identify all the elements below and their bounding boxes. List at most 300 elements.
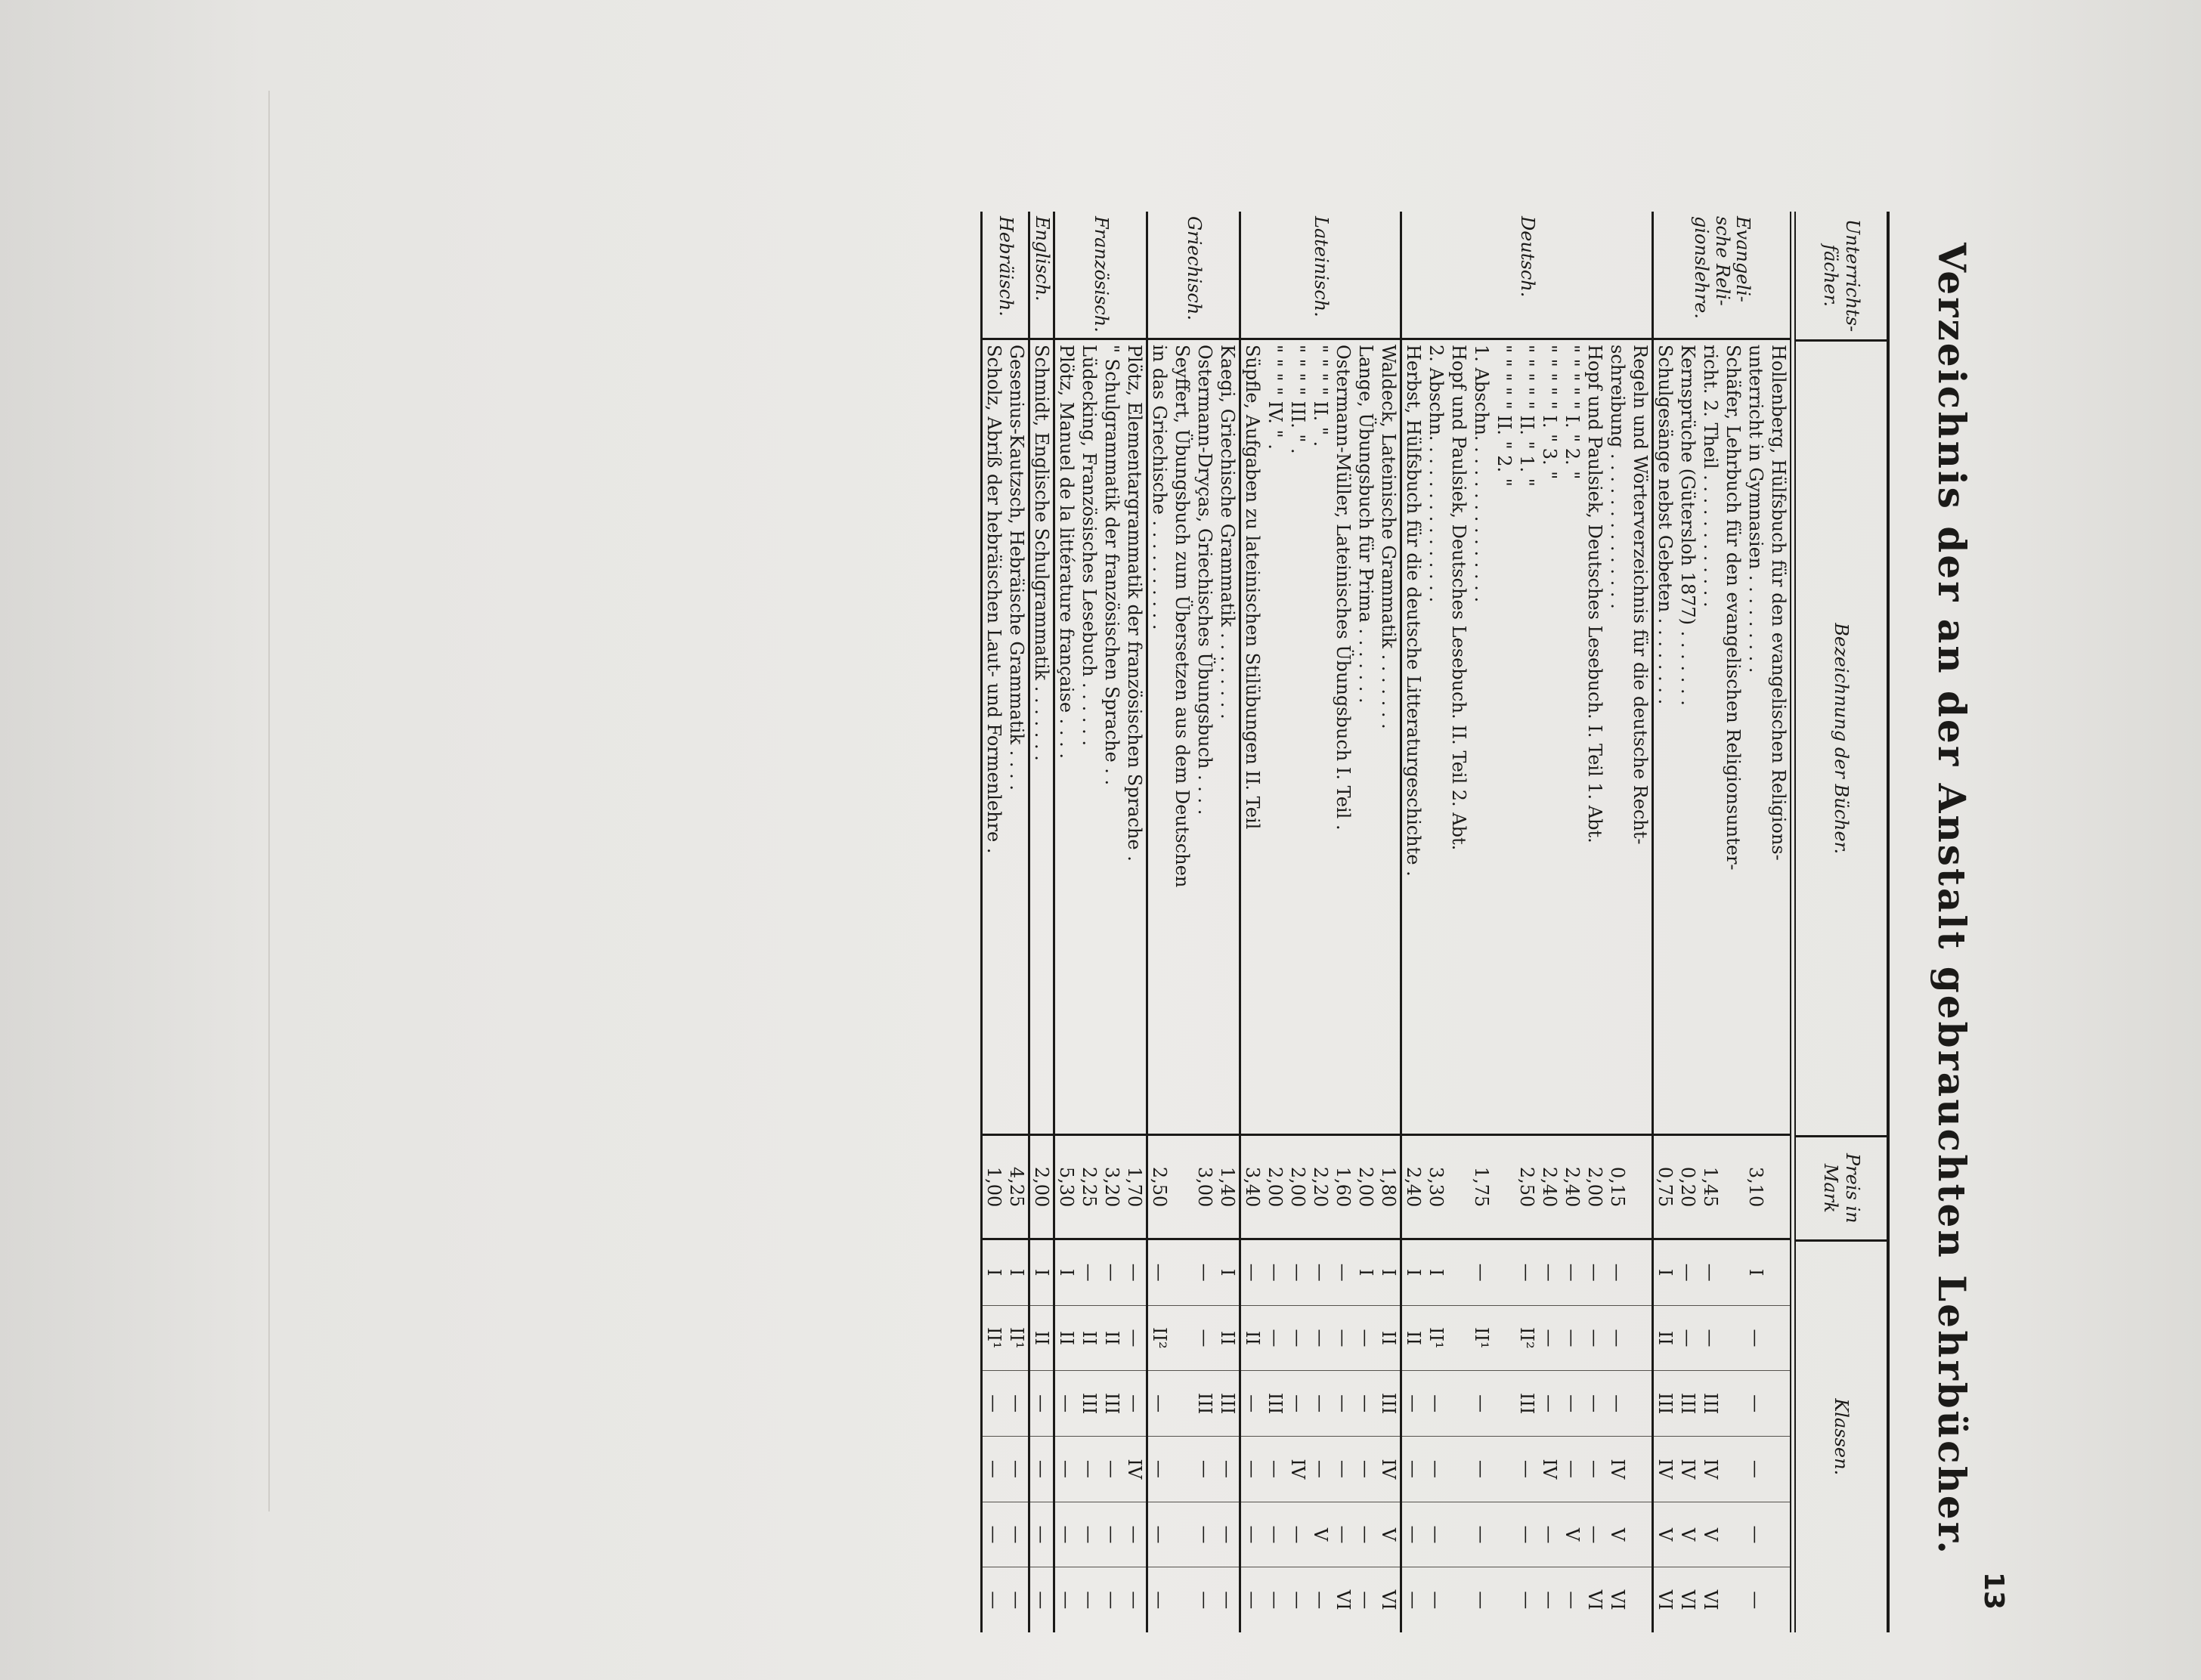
book-list [1402,340,1652,1632]
class-cell: — [1006,1591,1027,1610]
class-cell: VI [1655,1589,1676,1610]
table-row [1100,340,1123,1632]
class-cell: — [1470,1437,1493,1502]
class-cell: — [1470,1502,1493,1568]
class-cell: — [1078,1502,1100,1568]
class-cell [1767,1502,1790,1568]
class-cell: — [1309,1437,1332,1502]
class-cells [1654,1240,1676,1632]
class-cell: — [1193,1437,1216,1502]
class-cells [1193,1240,1216,1632]
book-title: " " " " " II. " 2. " [1493,340,1515,1136]
class-cell: II¹ [983,1306,1005,1372]
book-title: Schäfer, Lehrbuch für den evangelischen Religionsunter- [1722,340,1744,1136]
class-cell: — [1078,1437,1100,1502]
class-cell: — [1309,1306,1332,1372]
table-row [1193,340,1216,1632]
subject-group [1239,212,1400,1632]
class-cell: — [1241,1502,1264,1568]
table-row [1078,340,1100,1632]
book-price: 1,75 [1470,1136,1493,1240]
class-cell: — [1426,1591,1447,1610]
book-title: Ostermann-Dryças, Griechisches Übungsbuch . . . . [1193,340,1216,1136]
class-cells [1100,1240,1123,1632]
book-price: 1,70 [1123,1136,1146,1240]
class-cell: — [1470,1240,1493,1306]
header-classes: Klassen. [1831,1398,1853,1476]
class-cell: — [1606,1306,1629,1372]
subject-group [1146,212,1239,1632]
class-cell: — [1354,1306,1377,1372]
table-row [1629,340,1652,1632]
class-cells [1055,1240,1078,1632]
class-cell: — [1402,1371,1425,1437]
table-row [1699,340,1722,1632]
book-price [1493,1136,1515,1240]
class-cell: — [1309,1240,1332,1306]
book-title: Herbst, Hülfsbuch für die deutsche Litteraturgeschichte . [1402,340,1425,1136]
class-cell [1447,1240,1470,1306]
class-cell: — [1425,1437,1447,1502]
book-price [1447,1136,1470,1240]
class-cell [1171,1240,1193,1306]
table-row [1767,340,1790,1632]
class-cell: — [1583,1371,1606,1437]
book-title: 2. Abschn. . . . . . . . . . . . . . . [1425,340,1447,1136]
class-cell: IV [1654,1437,1676,1502]
book-title: Ostermann-Müller, Lateinisches Übungsbuch I. Teil . [1332,340,1354,1136]
class-cell: — [1193,1240,1216,1306]
class-cell: III [1654,1371,1676,1437]
class-cell: — [1402,1502,1425,1568]
class-cell [1767,1437,1790,1502]
page-title: Verzeichnis der an der Anstalt gebrauchten Lehrbücher. [1930,243,1974,1556]
class-cell: — [1241,1437,1264,1502]
class-cell: — [1332,1502,1354,1568]
class-cell: — [1216,1437,1239,1502]
table-row [1030,340,1053,1632]
book-price: 2,40 [1402,1136,1425,1240]
table-top-rule [1887,212,1890,1632]
class-cell: III [1078,1371,1100,1437]
class-cell: — [983,1591,1005,1610]
book-title: Süpfle, Aufgaben zu lateinischen Stilübungen II. Teil [1241,340,1264,1136]
subject-group [1028,212,1053,1632]
class-cells [1241,1240,1264,1632]
table-row [1402,340,1425,1632]
class-cell [1629,1306,1652,1372]
class-cell: — [1583,1306,1606,1372]
class-cell: I [1030,1240,1053,1306]
class-cells [1606,1240,1629,1632]
class-cell: — [1310,1591,1331,1610]
book-title: Kernsprüche (Gütersloh 1877) . . . . . . . [1676,340,1699,1136]
class-cell: I [1005,1240,1028,1306]
table-row [1171,340,1193,1632]
class-cell [1447,1567,1470,1632]
class-cell [1447,1306,1470,1372]
book-price: 3,30 [1425,1136,1447,1240]
table-row [1005,340,1028,1632]
class-cell: — [983,1437,1005,1502]
book-price: 2,20 [1309,1136,1332,1240]
class-cell: — [1286,1371,1309,1437]
table-row [1515,340,1538,1632]
class-cell: III [1676,1371,1699,1437]
class-cell: III [1216,1371,1239,1437]
book-price: 5,30 [1055,1136,1078,1240]
book-price: 2,00 [1286,1136,1309,1240]
book-title: Seyffert, Übungsbuch zum Übersetzen aus dem Deutschen [1171,340,1193,1136]
class-cell: — [1286,1306,1309,1372]
book-price: 3,10 [1744,1136,1767,1240]
book-price: 4,25 [1005,1136,1028,1240]
class-cell: — [1217,1591,1238,1610]
book-list [983,340,1028,1632]
subject-name: Deutsch. [1402,212,1652,340]
rotated-page-content [189,121,2011,1625]
table-row [1264,340,1286,1632]
class-cell: V [1309,1502,1332,1568]
class-cell: III [1699,1371,1722,1437]
class-cell: — [1561,1240,1583,1306]
table-row [1606,340,1629,1632]
class-cell: IV [1123,1437,1146,1502]
class-cell: — [983,1371,1005,1437]
class-cell [1722,1371,1744,1437]
class-cells [1583,1240,1606,1632]
class-cell: — [1403,1591,1424,1610]
class-cell: — [1193,1306,1216,1372]
class-cell: — [1124,1591,1145,1610]
book-title: Hopf und Paulsiek, Deutsches Lesebuch. II. Teil 2. Abt. [1447,340,1470,1136]
class-cell: — [1583,1437,1606,1502]
subject-name: Evangeli-sche Reli-gionslehre. [1654,212,1790,340]
book-price [1767,1136,1790,1240]
class-cell: III [1100,1371,1123,1437]
subject-name: Französisch. [1055,212,1146,340]
class-cell: III [1377,1371,1400,1437]
class-cells [1377,1240,1400,1632]
class-cell: II [1402,1306,1425,1372]
class-cell: II [1216,1306,1239,1372]
book-title: in das Griechische . . . . . . . . . . [1148,340,1171,1136]
book-price [1629,1136,1652,1240]
class-cells [1286,1240,1309,1632]
class-cell: — [1193,1502,1216,1568]
class-cell [1629,1371,1652,1437]
class-cell: VI [1677,1589,1698,1610]
class-cell [1493,1437,1515,1502]
class-cells [1629,1240,1652,1632]
class-cell: — [1699,1240,1722,1306]
class-cell: — [1332,1306,1354,1372]
table-row [1470,340,1493,1632]
class-cell: — [1123,1502,1146,1568]
class-cell: — [1332,1371,1354,1437]
class-cell: — [1005,1437,1028,1502]
class-cell: — [1100,1437,1123,1502]
class-cell: I [1216,1240,1239,1306]
class-cell: II² [1148,1306,1171,1372]
class-cell: I [1055,1240,1078,1306]
class-cell: II¹ [1005,1306,1028,1372]
table-row [1493,340,1515,1632]
book-title: richt. 2. Theil . . . . . . . . . . . . [1699,340,1722,1136]
class-cell: — [1264,1240,1286,1306]
book-title: Hollenberg, Hülfsbuch für den evangelischen Religions- [1767,340,1790,1136]
class-cell [1629,1567,1652,1632]
class-cell: — [1539,1591,1560,1610]
class-cell: — [1561,1437,1583,1502]
book-title: Plötz, Elementargrammatik der französischen Sprache . [1123,340,1146,1136]
subject-name: Englisch. [1030,212,1053,340]
class-cell: — [1583,1240,1606,1306]
class-cell: II [1078,1306,1100,1372]
class-cell: — [1030,1502,1053,1568]
book-price: 3,20 [1100,1136,1123,1240]
class-cell [1722,1437,1744,1502]
class-cell: — [1744,1502,1767,1568]
class-cell: — [1030,1437,1053,1502]
table-row [1583,340,1606,1632]
class-cell: — [1744,1437,1767,1502]
book-title: Hopf und Paulsiek, Deutsches Lesebuch. I. Teil 1. Abt. [1583,340,1606,1136]
class-cell: — [1005,1502,1028,1568]
class-cell: VI [1378,1589,1399,1610]
class-cells [1005,1240,1028,1632]
book-price: 1,45 [1699,1136,1722,1240]
book-title: Schmidt, Englische Schulgrammatik . . . . . . . [1030,340,1053,1136]
class-cell [1767,1567,1790,1632]
class-cell: V [1654,1502,1676,1568]
subject-group [980,212,1028,1632]
class-cell: — [1148,1240,1171,1306]
book-price: 2,00 [1264,1136,1286,1240]
book-title: " " " " III. " . [1286,340,1309,1136]
table-row [1286,340,1309,1632]
class-cell: II¹ [1470,1306,1493,1372]
subject-name: Griechisch. [1148,212,1239,340]
class-cell: IV [1699,1437,1722,1502]
class-cells [1767,1240,1790,1632]
class-cell: — [1149,1591,1170,1610]
class-cell: VI [1700,1589,1721,1610]
class-cell: — [1562,1591,1583,1610]
class-cell: II [1100,1306,1123,1372]
table-row [1055,340,1078,1632]
class-cell: — [1079,1591,1100,1610]
class-cell: I [1377,1240,1400,1306]
book-title: Scholz, Abriß der hebräischen Laut- und Formenlehre . [983,340,1005,1136]
class-cell [1171,1437,1193,1502]
table-row [1538,340,1561,1632]
book-list [1148,340,1239,1632]
class-cell: V [1699,1502,1722,1568]
class-cell: — [1606,1371,1629,1437]
class-cell: — [1538,1371,1561,1437]
class-cell: — [1264,1502,1286,1568]
book-list [1241,340,1400,1632]
book-price: 2,00 [1583,1136,1606,1240]
class-cell: — [1241,1240,1264,1306]
table-row [1332,340,1354,1632]
class-cell: — [1309,1371,1332,1437]
class-cell: — [1242,1591,1263,1610]
class-cell: — [1354,1437,1377,1502]
class-cell [1493,1567,1515,1632]
book-price: 1,00 [983,1136,1005,1240]
table-row [1148,340,1171,1632]
class-cell [1447,1437,1470,1502]
class-cell: — [1538,1240,1561,1306]
book-price: 2,50 [1515,1136,1538,1240]
class-cell [1722,1240,1744,1306]
book-title: 1. Abschn. . . . . . . . . . . . . . . [1470,340,1493,1136]
table-row [1354,340,1377,1632]
class-cells [1123,1240,1146,1632]
class-cell [1767,1371,1790,1437]
class-cell [1767,1240,1790,1306]
class-cell: — [1264,1306,1286,1372]
class-cell: — [1123,1240,1146,1306]
class-cell: — [1699,1306,1722,1372]
class-cell: — [1744,1306,1767,1372]
class-cell: — [1354,1371,1377,1437]
book-price: 2,25 [1078,1136,1100,1240]
book-title: " " " " " I. " 3. " [1538,340,1561,1136]
table-header [1794,212,1887,1632]
class-cells [1078,1240,1100,1632]
subject-group [1400,212,1652,1632]
class-cell [1493,1240,1515,1306]
book-title: Schulgesänge nebst Gebeten . . . . . . . . [1654,340,1676,1136]
subject-group [1053,212,1146,1632]
class-cell [1171,1567,1193,1632]
class-cell: I [1425,1240,1447,1306]
book-price: 1,40 [1216,1136,1239,1240]
class-cell: — [983,1502,1005,1568]
book-list [1654,340,1790,1632]
class-cell: — [1264,1437,1286,1502]
class-cell [1493,1371,1515,1437]
book-title: Gesenius-Kautzsch, Hebräische Grammatik . . . . [1005,340,1028,1136]
class-cell: — [1005,1371,1028,1437]
class-cells [1030,1240,1053,1632]
class-cell: — [1515,1502,1538,1568]
book-list [1030,340,1053,1632]
class-cell [1629,1240,1652,1306]
class-cell: IV [1676,1437,1699,1502]
class-cell: — [1744,1371,1767,1437]
class-cell: — [1354,1502,1377,1568]
class-cell: — [1056,1591,1077,1610]
subject-name: Hebräisch. [983,212,1028,340]
class-cell: — [1123,1371,1146,1437]
subject-name: Lateinisch. [1241,212,1400,340]
subject-groups [980,212,1790,1632]
book-price [1722,1136,1744,1240]
book-price: 2,50 [1148,1136,1171,1240]
table-row [1309,340,1332,1632]
class-cell: — [1101,1591,1122,1610]
class-cell: II [1055,1306,1078,1372]
class-cell: II¹ [1425,1306,1447,1372]
book-title: Plötz, Manuel de la littérature française . . . . [1055,340,1078,1136]
class-cell: — [1561,1371,1583,1437]
class-cell: II [1377,1306,1400,1372]
class-cells [1354,1240,1377,1632]
class-cell: I [983,1240,1005,1306]
class-cell: — [1031,1591,1052,1610]
class-cells [1402,1240,1425,1632]
class-cell [1493,1306,1515,1372]
class-cells [1493,1240,1515,1632]
class-cell: — [1055,1371,1078,1437]
class-cell [1171,1502,1193,1568]
class-cell: I [1744,1240,1767,1306]
book-title: " Schulgrammatik der französischen Sprache . . [1100,340,1123,1136]
class-cell: V [1377,1502,1400,1568]
class-cell: — [1286,1502,1309,1568]
class-cells [1216,1240,1239,1632]
table-row [1425,340,1447,1632]
class-cells [1171,1240,1193,1632]
class-cells [1722,1240,1744,1632]
class-cell: IV [1377,1437,1400,1502]
book-title: Lange, Übungsbuch für Prima . . . . . . . [1354,340,1377,1136]
class-cell: — [1286,1240,1309,1306]
book-price: 3,40 [1241,1136,1264,1240]
class-cell: II [1030,1306,1053,1372]
class-cell: — [1745,1591,1766,1610]
class-cell: — [1470,1371,1493,1437]
table-row [1744,340,1767,1632]
class-cells [1148,1240,1171,1632]
book-title: Kaegi, Griechische Grammatik . . . . . . . . [1216,340,1239,1136]
class-cell: — [1030,1371,1053,1437]
table-row [983,340,1005,1632]
class-cell: VI [1607,1589,1628,1610]
class-cell: — [1515,1240,1538,1306]
class-cell: IV [1286,1437,1309,1502]
class-cell: — [1402,1437,1425,1502]
textbook-table [980,212,1890,1632]
book-price: 1,60 [1332,1136,1354,1240]
class-cell: III [1264,1371,1286,1437]
class-cell: I [1354,1240,1377,1306]
class-cell: — [1287,1591,1308,1610]
class-cell: — [1606,1240,1629,1306]
class-cell: — [1471,1591,1492,1610]
class-cell [1767,1306,1790,1372]
table-row [1241,340,1264,1632]
class-cell: — [1078,1240,1100,1306]
table-row [1654,340,1676,1632]
class-cell: II² [1515,1306,1538,1372]
class-cell: II [1241,1306,1264,1372]
class-cell [1493,1502,1515,1568]
class-cell [1447,1371,1470,1437]
class-cell: — [1265,1591,1286,1610]
class-cell: VI [1584,1589,1605,1610]
class-cell: — [1676,1240,1699,1306]
table-row [1447,340,1470,1632]
table-row [1561,340,1583,1632]
class-cells [1309,1240,1332,1632]
book-price: 2,00 [1354,1136,1377,1240]
class-cells [1470,1240,1493,1632]
